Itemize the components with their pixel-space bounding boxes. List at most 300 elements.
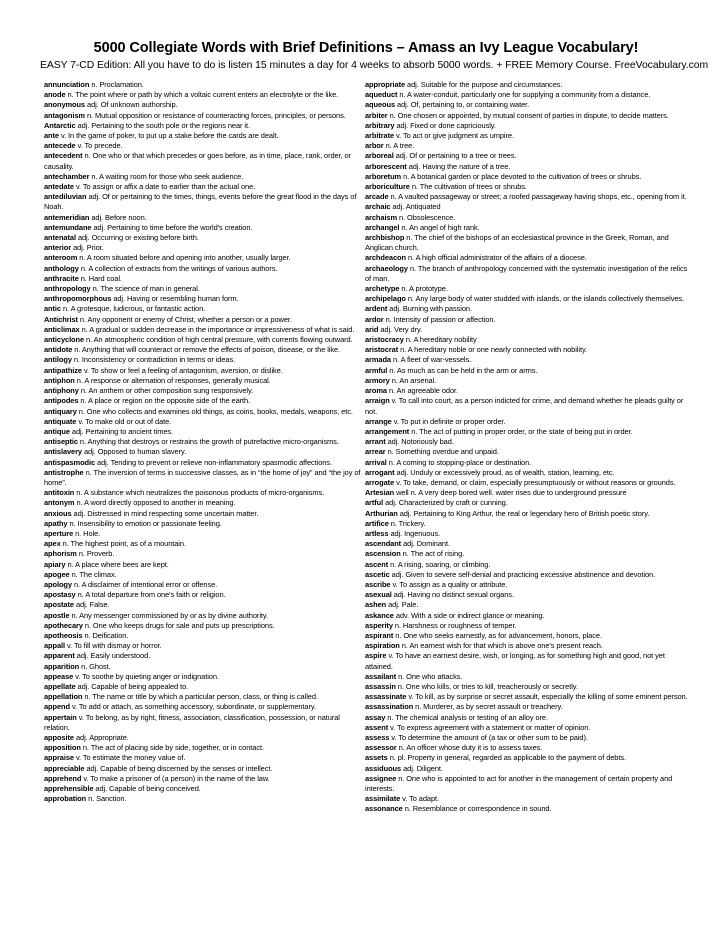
- entry-word: arborescent: [365, 161, 407, 171]
- entry-word: approbation: [44, 794, 87, 804]
- dictionary-entry: [44, 549, 365, 559]
- dictionary-entry: [365, 151, 688, 161]
- entry-definition: v. To determine the amount of (a tax or other sum to be paid).: [391, 733, 588, 742]
- dictionary-entry: [44, 764, 365, 774]
- entry-word: arboriculture: [365, 182, 410, 192]
- entry-word: archaeology: [365, 263, 408, 273]
- entry-definition: n. Something overdue and unpaid.: [387, 447, 499, 457]
- entry-definition: adj. Of, pertaining to, or containing water.: [397, 100, 530, 110]
- dictionary-entry: [365, 141, 688, 151]
- dictionary-entry: [44, 151, 365, 171]
- entry-definition: adj. Very dry.: [380, 324, 423, 334]
- page-title: 5000 Collegiate Words with Brief Definitions – Amass an Ivy League Vocabulary!: [93, 40, 639, 56]
- dictionary-entry: [44, 447, 365, 457]
- entry-word: apostasy: [44, 590, 76, 600]
- dictionary-entry: [44, 315, 365, 325]
- entry-definition: n. The chief of the bishops of an ecclesiastical province in the Greek, Roman, and Anglican church.: [365, 233, 669, 253]
- dictionary-entry: [365, 162, 688, 172]
- dictionary-entry: [365, 233, 688, 253]
- dictionary-entry: [365, 723, 688, 733]
- entry-definition: v. To fill with dismay or horror.: [67, 641, 162, 651]
- dictionary-entry: [365, 529, 688, 539]
- dictionary-entry: [365, 774, 688, 794]
- entry-word: arcade: [365, 192, 389, 202]
- dictionary-entry: [365, 417, 688, 427]
- entry-definition: n. Intensity of passion or affection.: [385, 314, 496, 324]
- entry-definition: n. A vaulted passageway or street; a roofed passageway having shops, etc., opening from it.: [390, 192, 687, 202]
- entry-word: apogee: [44, 569, 70, 579]
- entry-definition: adj. Of unknown authorship.: [87, 100, 178, 110]
- dictionary-entry: [44, 427, 365, 437]
- entry-word: anticyclone: [44, 335, 85, 345]
- dictionary-entry: [44, 121, 365, 131]
- dictionary-entry: [365, 498, 688, 508]
- entry-definition: adj. Diligent.: [403, 763, 443, 773]
- entry-definition: n. The act of rising.: [402, 549, 465, 559]
- entry-word: antemeridian: [44, 212, 90, 222]
- dictionary-entry: [44, 488, 365, 498]
- entry-definition: n. A fleet of war-vessels.: [392, 355, 472, 365]
- entry-word: aristocrat: [365, 345, 399, 355]
- dictionary-entry: [44, 274, 365, 284]
- entry-definition: n. A total departure from one's faith or religion.: [77, 590, 226, 600]
- dictionary-entry: [44, 417, 365, 427]
- dictionary-entry: [365, 590, 688, 600]
- entry-word: arboreal: [365, 151, 394, 161]
- entry-word: ardor: [365, 314, 384, 324]
- entry-word: annunciation: [44, 80, 90, 89]
- entry-word: antitoxin: [44, 488, 75, 498]
- dictionary-entry: [365, 509, 688, 519]
- dictionary-entry: [365, 366, 688, 376]
- entry-word: appraise: [44, 753, 74, 763]
- entry-definition: n. One chosen or appointed, by mutual consent of parties in dispute, to decide matters.: [389, 110, 669, 120]
- entry-word: antistrophe: [44, 467, 84, 477]
- entry-definition: n. The name or title by which a particular person, class, or thing is called.: [84, 692, 318, 702]
- entry-word: Antichrist: [44, 314, 78, 324]
- entry-word: antidote: [44, 345, 73, 355]
- entry-definition: n. The highest point, as of a mountain.: [62, 539, 186, 549]
- entry-word: appellate: [44, 681, 76, 691]
- entry-word: apprehend: [44, 773, 82, 783]
- entry-definition: n. Deification.: [84, 630, 129, 640]
- entry-word: anxious: [44, 508, 72, 518]
- dictionary-entry: [44, 651, 365, 661]
- entry-definition: n. A collection of extracts from the writings of various authors.: [80, 263, 278, 273]
- entry-definition: adj. Suitable for the purpose and circumstances.: [407, 80, 563, 89]
- dictionary-entry: [365, 182, 688, 192]
- dictionary-entry: [44, 325, 365, 335]
- right-column: [365, 80, 688, 815]
- dictionary-entry: [44, 611, 365, 621]
- entry-definition: n. Anything that destroys or restrains the growth of putrefactive micro-organisms.: [79, 437, 339, 447]
- entry-word: arbiter: [365, 110, 388, 120]
- entry-word: ascension: [365, 549, 401, 559]
- entry-definition: adj. Distressed in mind respecting some uncertain matter.: [73, 508, 259, 518]
- entry-definition: n. A grotesque, ludicrous, or fantastic action.: [62, 304, 206, 314]
- dictionary-entry: [44, 80, 365, 90]
- entry-definition: adj. Opposed to human slavery.: [84, 447, 187, 457]
- entry-word: archdeacon: [365, 253, 406, 263]
- entry-definition: n. A tree.: [385, 141, 415, 151]
- dictionary-entry: [44, 560, 365, 570]
- entry-definition: n. Trickery.: [390, 518, 426, 528]
- dictionary-entry: [44, 621, 365, 631]
- dictionary-entry: [44, 600, 365, 610]
- entry-definition: v. To estimate the money value of.: [75, 753, 186, 763]
- entry-definition: n. The branch of anthropology concerned with the systematic investigation of the relics of man.: [365, 263, 688, 283]
- dictionary-entry: [44, 713, 365, 733]
- entry-definition: n. Any large body of water studded with islands, or the islands collectively themselves.: [407, 294, 685, 304]
- entry-definition: adj. Having or resembling human form.: [113, 294, 239, 304]
- dictionary-entry: [365, 631, 688, 641]
- entry-definition: adj. Occurring or existing before birth.: [77, 233, 199, 243]
- entry-definition: n. A disclaimer of intentional error or offense.: [73, 579, 218, 589]
- dictionary-entry: [44, 366, 365, 376]
- entry-definition: n. One who collects and examines old things, as coins, books, medals, weapons, etc.: [78, 406, 353, 416]
- entry-definition: n. An atmospheric condition of high central pressure, with currents flowing outward.: [86, 335, 353, 345]
- entry-word: assassinate: [365, 692, 407, 702]
- entry-definition: n. One who attacks.: [398, 671, 463, 681]
- entry-word: Arthurian: [365, 508, 398, 518]
- entry-definition: n. The inversion of terms in successive classes, as in “the home of joy” and “the joy of home”.: [44, 467, 361, 487]
- entry-definition: adj. Of or pertaining to a tree or trees.: [395, 151, 517, 161]
- entry-word: apparent: [44, 651, 75, 661]
- dictionary-entry: [365, 804, 688, 814]
- entry-definition: n. The act of placing side by side, together, or in contact.: [82, 743, 264, 753]
- dictionary-entry: [44, 111, 365, 121]
- entry-definition: v. To assign as a quality or attribute.: [392, 579, 508, 589]
- dictionary-entry: [44, 396, 365, 406]
- entry-definition: n. A coming to stopping-place or destination.: [388, 457, 532, 467]
- entry-definition: adj. Before noon.: [91, 212, 147, 222]
- dictionary-entry: [365, 121, 688, 131]
- entry-word: anode: [44, 90, 66, 100]
- entry-word: apposite: [44, 733, 74, 742]
- entry-word: arrear: [365, 447, 386, 457]
- entry-definition: adj. Of or pertaining to the times, things, events before the great flood in the days of Noah.: [44, 192, 357, 212]
- entry-definition: adj. Pertaining to ancient times.: [71, 426, 174, 436]
- entry-word: arboretum: [365, 171, 402, 181]
- entry-definition: n. Harshness or roughness of temper.: [394, 620, 517, 630]
- entry-word: armada: [365, 355, 391, 365]
- entry-word: antiphony: [44, 386, 79, 396]
- entry-word: antiphon: [44, 375, 75, 385]
- dictionary-entry: [44, 182, 365, 192]
- entry-definition: adj. Ingenuous.: [390, 528, 441, 538]
- entry-word: arid: [365, 324, 379, 334]
- entry-definition: well n. A very deep bored well. water rises due to underground pressure: [396, 488, 627, 498]
- dictionary-entry: [365, 253, 688, 263]
- page-subtitle: EASY 7-CD Edition: All you have to do is listen 15 minutes a day for 4 weeks to absorb 5000 words. + FREE Memory Course. FreeVocabulary.com: [40, 60, 709, 71]
- entry-definition: n. As much as can be held in the arm or arms.: [389, 365, 538, 375]
- entry-word: ascetic: [365, 569, 390, 579]
- entry-definition: v. To make old or out of date.: [78, 416, 172, 426]
- entry-definition: n. An anthem or other composition sung responsively.: [80, 386, 254, 396]
- entry-definition: n. Insensibility to emotion or passionate feeling.: [69, 518, 222, 528]
- dictionary-entry: [365, 560, 688, 570]
- entry-word: aspire: [365, 651, 387, 661]
- entry-definition: n. Mutual opposition or resistance of counteracting forces, principles, or persons.: [86, 110, 346, 120]
- entry-word: ascent: [365, 559, 389, 569]
- entry-word: Antarctic: [44, 120, 76, 130]
- entry-definition: n. One who kills, or tries to kill, treacherously or secretly.: [397, 681, 578, 691]
- entry-word: anterior: [44, 243, 72, 253]
- entry-word: appertain: [44, 712, 77, 722]
- entry-word: antediluvian: [44, 192, 87, 202]
- entry-word: artifice: [365, 518, 389, 528]
- dictionary-entry: [44, 243, 365, 253]
- entry-word: ante: [44, 131, 59, 141]
- entry-word: anteroom: [44, 253, 78, 263]
- entry-definition: n. Sanction.: [88, 794, 127, 804]
- dictionary-entry: [365, 192, 688, 202]
- entry-definition: n. pl. Property in general, regarded as applicable to the payment of debts.: [389, 753, 626, 763]
- dictionary-entry: [44, 529, 365, 539]
- entry-definition: n. A hereditary noble or one nearly connected with nobility.: [400, 345, 588, 355]
- entry-word: artful: [365, 498, 384, 508]
- entry-definition: adj. Pertaining to King Arthur, the real or legendary hero of British poetic story.: [399, 508, 650, 518]
- dictionary-entry: [365, 682, 688, 692]
- dictionary-entry: [44, 284, 365, 294]
- dictionary-entry: [44, 376, 365, 386]
- dictionary-entry: [365, 223, 688, 233]
- entry-definition: n. Proclamation.: [91, 80, 144, 89]
- entry-word: append: [44, 702, 70, 712]
- entry-word: anthracite: [44, 273, 79, 283]
- entry-word: aspirant: [365, 630, 394, 640]
- dictionary-entry: [44, 355, 365, 365]
- dictionary-entry: [365, 794, 688, 804]
- dictionary-entry: [365, 131, 688, 141]
- dictionary-entry: [365, 100, 688, 110]
- dictionary-entry: [365, 600, 688, 610]
- dictionary-entry: [44, 570, 365, 580]
- entry-definition: n. One who seeks earnestly, as for advancement, honors, place.: [395, 630, 602, 640]
- dictionary-entry: [44, 743, 365, 753]
- dictionary-entry: [365, 437, 688, 447]
- entry-definition: v. To call into court, as a person indicted for crime, and demand whether he pleads guilty or not.: [365, 396, 684, 416]
- entry-word: ardent: [365, 304, 388, 314]
- dictionary-entry: [44, 519, 365, 529]
- dictionary-entry: [44, 386, 365, 396]
- entry-word: archetype: [365, 284, 400, 294]
- entry-definition: v. To adapt.: [402, 794, 439, 804]
- entry-word: antagonism: [44, 110, 85, 120]
- entry-word: antiquary: [44, 406, 77, 416]
- left-column: [44, 80, 365, 815]
- entry-definition: n. The cultivation of trees or shrubs.: [411, 182, 527, 192]
- entry-word: assonance: [365, 804, 403, 814]
- entry-word: antiquate: [44, 416, 77, 426]
- dictionary-entry: [365, 702, 688, 712]
- dictionary-entry: [44, 498, 365, 508]
- entry-definition: v. To take, demand, or claim, especially presumptuously or without reasons or grounds.: [396, 477, 676, 487]
- entry-word: ascendant: [365, 539, 402, 549]
- entry-definition: v. To soothe by quieting anger or indignation.: [75, 671, 219, 681]
- entry-word: anthology: [44, 263, 79, 273]
- entry-word: appall: [44, 641, 66, 651]
- entry-word: apprehensible: [44, 784, 94, 794]
- dictionary-entry: [365, 80, 688, 90]
- dictionary-entry: [44, 753, 365, 763]
- dictionary-entry: [365, 90, 688, 100]
- dictionary-entry: [365, 335, 688, 345]
- dictionary-entry: [365, 570, 688, 580]
- entry-word: aroma: [365, 386, 387, 396]
- dictionary-entry: [44, 692, 365, 702]
- entry-definition: adv. With a side or indirect glance or meaning.: [395, 610, 545, 620]
- entry-word: arraign: [365, 396, 390, 406]
- entry-definition: n. A word directly opposed to another in meaning.: [76, 498, 236, 508]
- entry-word: aristocracy: [365, 335, 404, 345]
- dictionary-entry: [44, 662, 365, 672]
- entry-word: assignee: [365, 773, 397, 783]
- entry-definition: adj. Capable of being appealed to.: [77, 681, 189, 691]
- entry-word: antipodes: [44, 396, 79, 406]
- entry-word: artless: [365, 528, 389, 538]
- entry-word: antecedent: [44, 151, 83, 161]
- dictionary-entry: [365, 172, 688, 182]
- dictionary-entry: [365, 447, 688, 457]
- entry-word: antipathize: [44, 365, 82, 375]
- entry-word: arrival: [365, 457, 387, 467]
- entry-definition: n. A place where bees are kept.: [67, 559, 169, 569]
- dictionary-entry: [44, 253, 365, 263]
- entry-definition: n. A gradual or sudden decrease in the importance or impressiveness of what is said.: [81, 324, 355, 334]
- entry-definition: adj. Pale.: [388, 600, 419, 610]
- entry-definition: adj. Burning with passion.: [389, 304, 472, 314]
- entry-word: assiduous: [365, 763, 402, 773]
- dictionary-entry: [44, 784, 365, 794]
- dictionary-entry: [44, 192, 365, 212]
- entry-definition: n. Any opponent or enemy of Christ, whether a person or a power.: [79, 314, 292, 324]
- entry-definition: n. Any messenger commissioned by or as by divine authority.: [71, 610, 268, 620]
- entry-definition: v. To act or give judgment as umpire.: [396, 131, 514, 141]
- dictionary-entry: [365, 713, 688, 723]
- entry-definition: n. The climax.: [71, 569, 117, 579]
- entry-word: apology: [44, 579, 72, 589]
- entry-word: archangel: [365, 222, 400, 232]
- entry-word: archipelago: [365, 294, 406, 304]
- entry-definition: v. To express agreement with a statement or matter of opinion.: [390, 722, 591, 732]
- entry-word: appellation: [44, 692, 83, 702]
- entry-definition: adj. Pertaining to the south pole or the regions near it.: [77, 120, 250, 130]
- entry-definition: adj. Given to severe self-denial and practicing excessive abstinence and devotion.: [391, 569, 656, 579]
- entry-definition: adj. Prior.: [73, 243, 104, 253]
- dictionary-entry: [365, 743, 688, 753]
- entry-word: antedate: [44, 182, 74, 192]
- entry-word: arbitrate: [365, 131, 395, 141]
- entry-definition: n. Inconsistency or contradiction in terms or ideas.: [73, 355, 236, 365]
- entry-definition: n. An agreeable odor.: [388, 386, 458, 396]
- entry-word: antonym: [44, 498, 75, 508]
- entry-word: assailant: [365, 671, 397, 681]
- dictionary-entry: [365, 468, 688, 478]
- dictionary-entry: [44, 682, 365, 692]
- dictionary-entry: [44, 407, 365, 417]
- dictionary-entry: [365, 692, 688, 702]
- entry-word: assassin: [365, 681, 396, 691]
- dictionary-entry: [365, 672, 688, 682]
- dictionary-entry: [44, 223, 365, 233]
- dictionary-entry: [365, 202, 688, 212]
- entries-columns: [44, 80, 688, 815]
- dictionary-entry: [44, 131, 365, 141]
- dictionary-entry: [365, 304, 688, 314]
- entry-word: arrogate: [365, 477, 395, 487]
- dictionary-entry: [365, 294, 688, 304]
- entry-word: assessor: [365, 743, 397, 753]
- entry-word: assimilate: [365, 794, 401, 804]
- entry-word: antechamber: [44, 171, 90, 181]
- entry-word: armory: [365, 375, 390, 385]
- dictionary-entry: [44, 345, 365, 355]
- entry-definition: v. To belong, as by right, fitness, association, classification, possession, or natural relation.: [44, 712, 340, 732]
- entry-definition: adj. Having the nature of a tree.: [408, 161, 511, 171]
- entry-definition: n. An angel of high rank.: [401, 222, 480, 232]
- entry-definition: n. A prototype.: [401, 284, 448, 294]
- entry-definition: adj. Characterized by craft or cunning.: [385, 498, 508, 508]
- dictionary-entry: [44, 702, 365, 712]
- entry-word: antiseptic: [44, 437, 78, 447]
- entry-definition: n. The point where or path by which a voltaic current enters an electrolyte or the like.: [67, 90, 339, 100]
- dictionary-entry: [365, 427, 688, 437]
- entry-word: antic: [44, 304, 61, 314]
- entry-definition: adj. Dominant.: [403, 539, 450, 549]
- dictionary-entry: [44, 335, 365, 345]
- entry-word: apparition: [44, 661, 80, 671]
- entry-definition: n. A botanical garden or place devoted to the cultivation of trees or shrubs.: [403, 171, 642, 181]
- dictionary-entry: [365, 458, 688, 468]
- dictionary-entry: [365, 111, 688, 121]
- entry-definition: n. A response or alternation of responses, generally musical.: [76, 375, 271, 385]
- entry-definition: n. A waiting room for those who seek audience.: [91, 171, 244, 181]
- dictionary-entry: [44, 733, 365, 743]
- entry-definition: n. One who or that which precedes or goes before, as in time, place, rank, order, or causality.: [44, 151, 352, 171]
- entry-word: arbitrary: [365, 120, 395, 130]
- entry-definition: n. The chemical analysis or testing of an alloy ore.: [387, 712, 548, 722]
- entry-word: antispasmodic: [44, 457, 96, 467]
- entry-word: apotheosis: [44, 630, 83, 640]
- entry-definition: adj. Capable of being conceived.: [95, 784, 201, 794]
- entry-word: aqueous: [365, 100, 396, 110]
- entry-definition: v. To put in definite or proper order.: [393, 416, 506, 426]
- entry-word: antique: [44, 426, 70, 436]
- entry-word: appropriate: [365, 80, 406, 89]
- dictionary-entry: [365, 315, 688, 325]
- dictionary-entry: [44, 172, 365, 182]
- entry-word: anthropology: [44, 284, 91, 294]
- dictionary-entry: [44, 437, 365, 447]
- entry-definition: n. Hole.: [75, 528, 101, 538]
- entry-definition: n. Ghost.: [81, 661, 111, 671]
- entry-definition: n. An earnest wish for that which is above one's present reach.: [401, 641, 603, 651]
- entry-word: arrangement: [365, 426, 410, 436]
- dictionary-entry: [365, 753, 688, 763]
- entry-definition: n. A high official administrator of the affairs of a diocese.: [407, 253, 587, 263]
- dictionary-entry: [365, 549, 688, 559]
- dictionary-entry: [44, 590, 365, 600]
- entry-word: archbishop: [365, 233, 405, 243]
- dictionary-entry: [365, 355, 688, 365]
- dictionary-entry: [365, 621, 688, 631]
- entry-word: apiary: [44, 559, 66, 569]
- dictionary-entry: [365, 325, 688, 335]
- dictionary-entry: [44, 458, 365, 468]
- dictionary-entry: [365, 580, 688, 590]
- entry-definition: adj. Capable of being discerned by the senses or intellect.: [86, 763, 273, 773]
